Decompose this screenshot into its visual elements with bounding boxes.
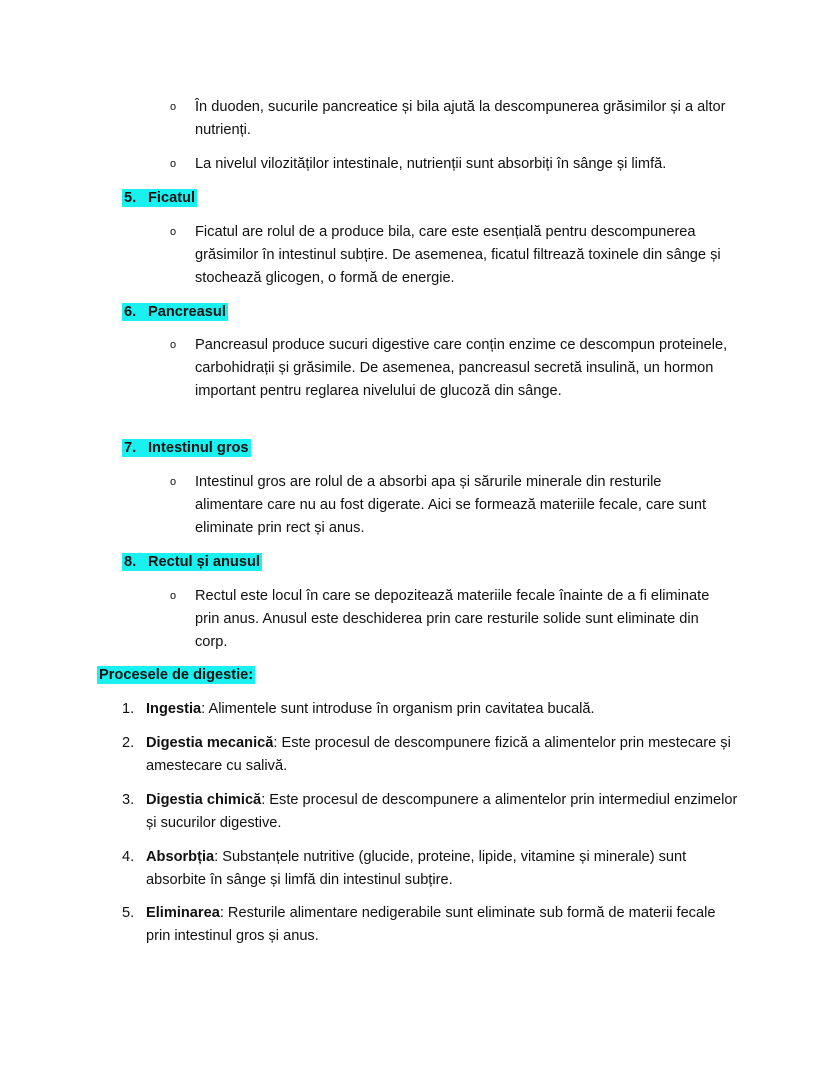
section-heading-rectul-si-anusul	[122, 551, 262, 574]
process-description: : Alimentele sunt introduse în organism prin cavitatea bucală.	[201, 701, 595, 717]
process-term: Absorbția	[146, 849, 215, 865]
item-number: 4.	[122, 849, 135, 865]
list-item	[170, 153, 730, 176]
list-item	[170, 96, 730, 142]
section-title: Pancreasul	[148, 304, 226, 320]
section-number: 7.	[124, 440, 137, 456]
section-number: 6.	[124, 304, 137, 320]
process-description: : Este procesul de descompunere fizică a alimentelor prin mestecare și amestecare cu salivă.	[146, 735, 731, 774]
bullet-marker: o	[170, 101, 177, 113]
list-item	[170, 221, 730, 290]
section-title: Intestinul gros	[148, 440, 249, 456]
process-term: Digestia mecanică	[146, 735, 274, 751]
bullet-text: Pancreasul produce sucuri digestive care conțin enzime ce descompun proteinele, carbohidrații și grăsimile. De asemenea, pancreasul secretă insulină, un hormon important pentru reglarea nivelului de glucoză din sânge.	[195, 337, 728, 399]
bullet-marker: o	[170, 158, 177, 170]
section-title: Rectul și anusul	[148, 554, 260, 570]
processes-heading-text: Procesele de digestie:	[99, 667, 254, 683]
bullet-marker: o	[170, 476, 177, 488]
section-number: 8.	[124, 554, 137, 570]
process-description: : Resturile alimentare nedigerabile sunt eliminate sub formă de materii fecale prin intestinul gros și anus.	[146, 905, 716, 944]
process-term: Eliminarea	[146, 905, 220, 921]
bullet-text: În duoden, sucurile pancreatice și bila ajută la descompunerea grăsimilor și a altor nutrienți.	[195, 99, 726, 138]
bullet-text: Rectul este locul în care se depozitează materiile fecale înainte de a fi eliminate prin anus. Anusul este deschiderea prin care resturile solide sunt eliminate din corp.	[195, 588, 710, 650]
list-item	[170, 471, 730, 540]
bullet-marker: o	[170, 226, 177, 238]
bullet-marker: o	[170, 590, 177, 602]
list-item	[170, 334, 730, 403]
bullet-text: Ficatul are rolul de a produce bila, care este esențială pentru descompunerea grăsimilor în intestinul subțire. De asemenea, ficatul filtrează toxinele din sânge și stochează glicogen, o formă de energie.	[195, 224, 721, 286]
bullet-text: La nivelul vilozităților intestinale, nutrienții sunt absorbiți în sânge și limfă.	[195, 156, 667, 172]
processes-heading	[97, 664, 255, 687]
process-term: Digestia chimică	[146, 792, 262, 808]
section-heading-intestinul-gros	[122, 437, 251, 460]
process-description: : Substanțele nutritive (glucide, proteine, lipide, vitamine și minerale) sunt absorbite în sânge și limfă din intestinul subțire.	[146, 849, 687, 888]
bullet-text: Intestinul gros are rolul de a absorbi apa și sărurile minerale din resturile alimentare care nu au fost digerate. Aici se formează materiile fecale, care sunt eliminate prin rect și anus.	[195, 474, 707, 536]
section-heading-ficatul	[122, 187, 197, 210]
item-number: 3.	[122, 792, 135, 808]
item-number: 5.	[122, 905, 135, 921]
list-item	[122, 846, 742, 892]
list-item	[122, 789, 742, 835]
item-number: 2.	[122, 735, 135, 751]
list-item	[122, 732, 742, 778]
section-title: Ficatul	[148, 190, 196, 206]
section-number: 5.	[124, 190, 137, 206]
list-item	[122, 698, 742, 721]
list-item	[122, 902, 742, 948]
item-number: 1.	[122, 701, 135, 717]
bullet-marker: o	[170, 339, 177, 351]
section-heading-pancreasul	[122, 301, 228, 324]
process-term: Ingestia	[146, 701, 202, 717]
process-description: : Este procesul de descompunere a alimentelor prin intermediul enzimelor și sucurilor digestive.	[146, 792, 738, 831]
list-item	[170, 585, 730, 654]
